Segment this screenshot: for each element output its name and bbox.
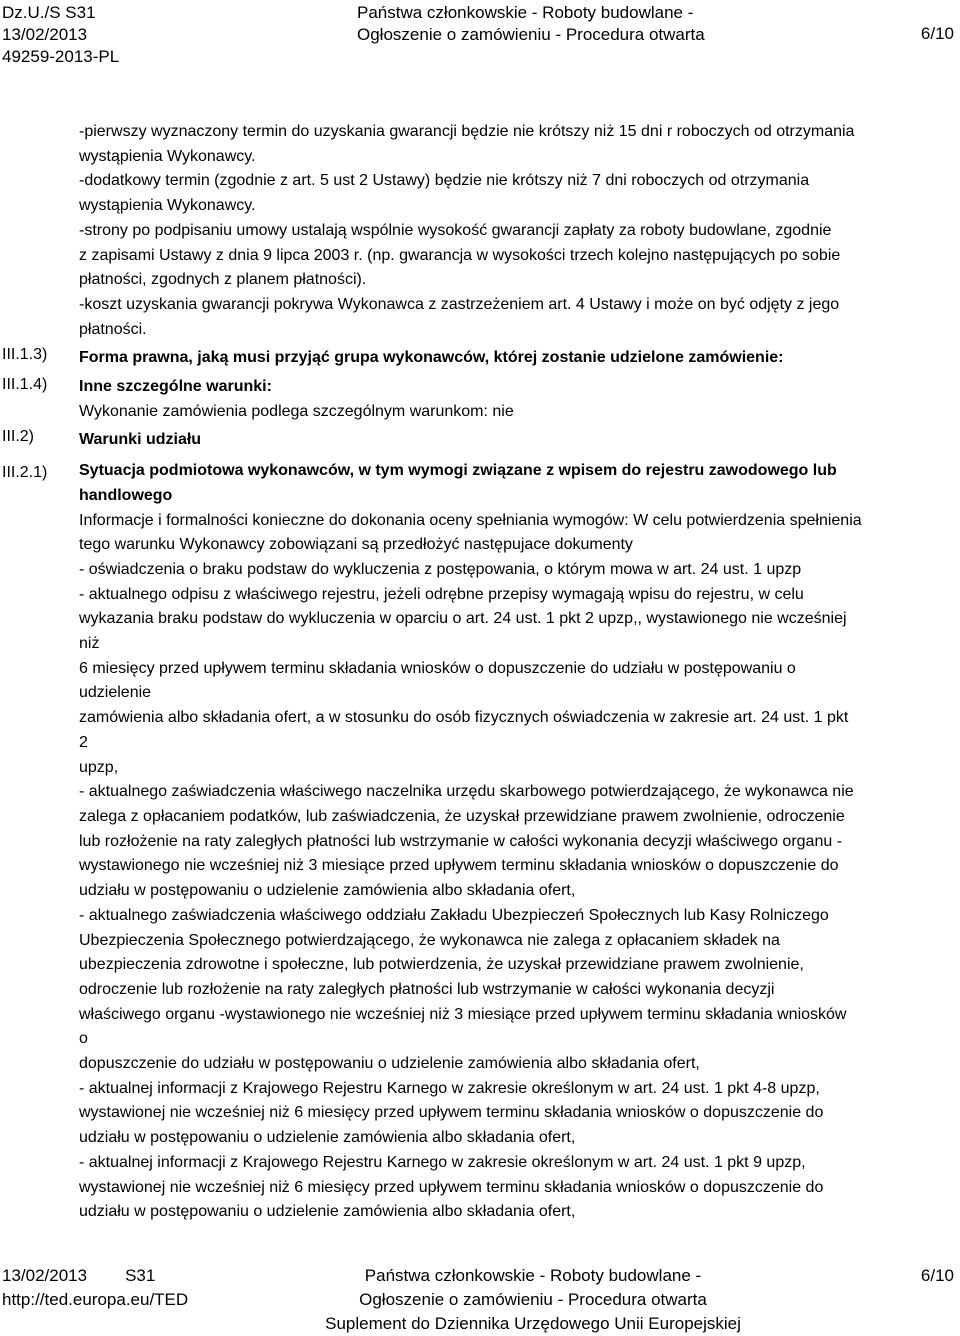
section-heading-line: handlowego [79, 486, 173, 504]
body-text-line: dopuszczenie do udziału w postępowaniu o udzielenie zamówienia albo składania ofert, [79, 1055, 700, 1073]
section-label: III.1.3) [2, 346, 48, 363]
footer-date-series [2, 1264, 188, 1288]
header-date: 13/02/2013 [2, 25, 88, 44]
section-heading-line: Forma prawna, jaką musi przyjąć grupa wykonawców, której zostanie udzielone zamówienie: [79, 349, 784, 367]
body-text-line: -koszt uzyskania gwarancji pokrywa Wykonawca z zastrzeżeniem art. 4 Ustawy i może on być odjęty z jego [79, 295, 840, 313]
body-text-line: Wykonanie zamówienia podlega szczególnym warunkom: nie [79, 402, 514, 420]
body-text-line: płatności, zgodnych z planem płatności). [79, 271, 367, 289]
body-text-line: właściwego organu -wystawionego nie wcześniej niż 3 miesiące przed upływem terminu składania wniosków [79, 1005, 847, 1023]
body-text-line: o [79, 1030, 88, 1048]
document-body [79, 120, 954, 1225]
body-text-line: udzielenie [79, 684, 152, 702]
document-id: 49259-2013-PL [2, 47, 120, 66]
body-text-line: - aktualnej informacji z Krajowego Rejestru Karnego w zakresie określonym w art. 24 ust. 1 pkt 4-8 upzp, [79, 1079, 820, 1097]
body-text-line: zalega z opłacaniem podatków, lub zaświadczenia, że uzyskał przewidziane prawem zwolnienie, odroczenie [79, 807, 845, 825]
body-text-line: z zapisami Ustawy z dnia 9 lipca 2003 r. (np. gwarancja w wysokości trzech kolejno następujących po sobie [79, 246, 841, 264]
body-text-line: -pierwszy wyznaczony termin do uzyskania gwarancji będzie nie krótszy niż 15 dni r roboczych od otrzymania [79, 123, 855, 140]
header-title-line1: Państwa członkowskie - Roboty budowlane - [357, 3, 694, 22]
footer-page-number: 6/10 [920, 1266, 954, 1285]
body-text-line: - aktualnej informacji z Krajowego Rejestru Karnego w zakresie określonym w art. 24 ust. 1 pkt 9 upzp, [79, 1153, 806, 1171]
footer-title-line2: Ogłoszenie o zamówieniu - Procedura otwarta [359, 1290, 707, 1309]
header-left [2, 2, 119, 68]
body-text-line: - aktualnego odpisu z właściwego rejestru, jeżeli odrębne przepisy wymagają wpisu do rejestru, w celu [79, 585, 804, 603]
footer-title [313, 1264, 753, 1336]
body-text-line: ubezpieczenia zdrowotne i społeczne, lub potwierdzenia, że uzyskał przewidziane prawem zwolnienie, [79, 956, 804, 974]
header-title-line2: Ogłoszenie o zamówieniu - Procedura otwarta [357, 25, 705, 44]
body-text-line: wystąpienia Wykonawcy. [79, 147, 256, 165]
section-label: III.2) [2, 428, 35, 445]
body-text-line: tego warunku Wykonawcy zobowiązani są przedłożyć następujace dokumenty [79, 536, 633, 554]
body-text-line: 2 [79, 733, 88, 751]
section-heading-line: Sytuacja podmiotowa wykonawców, w tym wymogi związane z wpisem do rejestru zawodowego lub [79, 462, 837, 480]
body-text-line: wystawionej nie wcześniej niż 6 miesięcy przed upływem terminu składania wniosków o dopuszczenie do [79, 1178, 824, 1196]
header-title [357, 2, 705, 46]
body-text-line: - aktualnego zaświadczenia właściwego naczelnika urzędu skarbowego potwierdzającego, że wykonawca nie [79, 783, 854, 801]
body-text-line: odroczenie lub rozłożenie na raty zaległych płatności lub wstrzymanie w całości wykonania decyzji [79, 980, 775, 998]
body-text-line: udziału w postępowaniu o udzielenie zamówienia albo składania ofert, [79, 882, 576, 900]
footer-date: 13/02/2013 [2, 1266, 88, 1285]
body-text-line: Informacje i formalności konieczne do dokonania oceny spełniania wymogów: W celu potwierdzenia spełnienia [79, 511, 862, 529]
section-label: III.1.4) [2, 376, 48, 393]
body-text-line: wystąpienia Wykonawcy. [79, 197, 256, 215]
footer-title-line3: Suplement do Dziennika Urzędowego Unii Europejskiej [325, 1314, 741, 1333]
body-text-line: -strony po podpisaniu umowy ustalają wspólnie wysokość gwarancji zapłaty za roboty budowlane, zgodnie [79, 221, 832, 239]
body-text-line: płatności. [79, 320, 147, 338]
body-text-line: udziału w postępowaniu o udzielenie zamówienia albo składania ofert, [79, 1203, 576, 1221]
footer-url: http://ted.europa.eu/TED [2, 1290, 189, 1309]
body-text-line: zamówienia albo składania ofert, a w stosunku do osób fizycznych oświadczenia w zakresie art. 24 ust. 1 pkt [79, 709, 849, 727]
footer-title-line1: Państwa członkowskie - Roboty budowlane - [364, 1266, 702, 1285]
section-heading-line: Inne szczególne warunki: [79, 378, 272, 396]
body-text-line: niż [79, 635, 100, 653]
body-text-line: wykazania braku podstaw do wykluczenia w oparciu o art. 24 ust. 1 pkt 2 upzp,, wystawionego nie wcześniej [79, 610, 847, 628]
body-text-line: wystawionego nie wcześniej niż 3 miesiące przed upływem terminu składania wniosków o dopuszczenie do [79, 857, 839, 875]
header-page-number: 6/10 [920, 24, 954, 43]
body-text-line: udziału w postępowaniu o udzielenie zamówienia albo składania ofert, [79, 1129, 576, 1147]
body-text-line: lub rozłożenie na raty zaległych płatności lub wstrzymanie w całości wykonania decyzji właściwego organu - [79, 832, 843, 850]
section-label: III.2.1) [2, 464, 48, 481]
body-text-line: upzp, [79, 758, 119, 776]
journal-ref: Dz.U./S S31 [2, 3, 96, 22]
footer-series: S31 [125, 1266, 156, 1285]
body-text-line: Ubezpieczenia Społecznego potwierdzającego, że wykonawca nie zalega z opłacaniem składek na [79, 931, 780, 949]
body-text-line: -dodatkowy termin (zgodnie z art. 5 ust 2 Ustawy) będzie nie krótszy niż 7 dni roboczych od otrzymania [79, 172, 810, 190]
body-text-line: wystawionej nie wcześniej niż 6 miesięcy przed upływem terminu składania wniosków o dopuszczenie do [79, 1104, 824, 1122]
footer-left [2, 1264, 188, 1312]
section-heading-line: Warunki udziału [79, 431, 202, 449]
body-text-line: - aktualnego zaświadczenia właściwego oddziału Zakładu Ubezpieczeń Społecznych lub Kasy Rolniczego [79, 906, 829, 924]
body-text-line: 6 miesięcy przed upływem terminu składania wniosków o dopuszczenie do udziału w postępowaniu o [79, 659, 796, 677]
body-text-line: - oświadczenia o braku podstaw do wykluczenia z postępowania, o którym mowa w art. 24 ust. 1 upzp [79, 560, 802, 578]
